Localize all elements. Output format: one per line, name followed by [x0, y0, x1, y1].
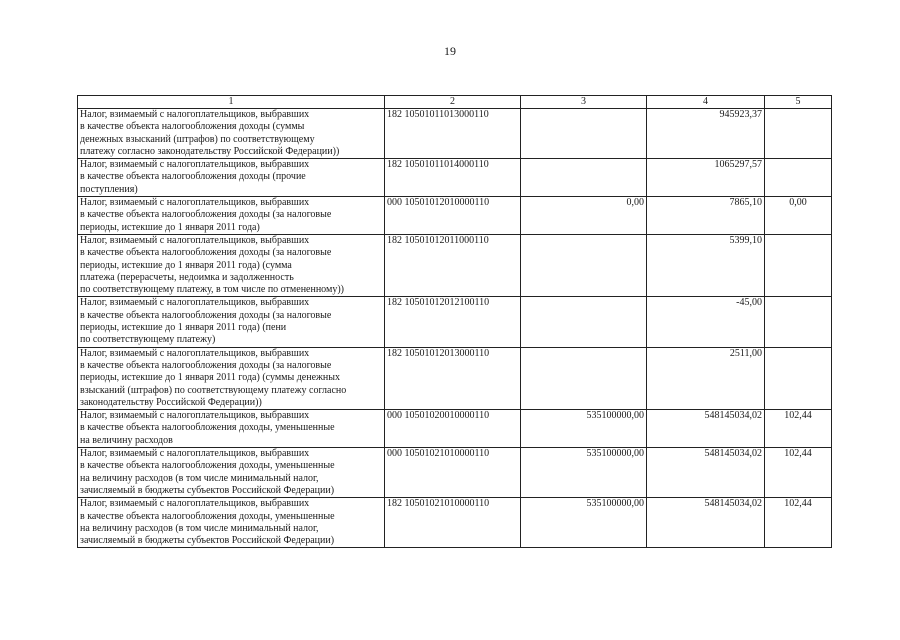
- row-name-line: зачисляемый в бюджеты субъектов Российской Федерации): [80, 484, 335, 496]
- row-name-line: Налог, взимаемый с налогоплательщиков, выбравших: [80, 297, 310, 309]
- row-fact-value: 548145034,02: [647, 410, 765, 448]
- table-row: [78, 448, 832, 498]
- column-header-1: 1: [78, 96, 385, 109]
- row-name-line: платежу согласно законодательству Российской Федерации)): [80, 145, 340, 157]
- row-percent-value: [765, 234, 832, 296]
- row-plan-value: 0,00: [521, 197, 647, 235]
- table-row: [78, 498, 832, 548]
- row-name-line: в качестве объекта налогообложения доходы, уменьшенные: [80, 460, 335, 472]
- row-name-line: в качестве объекта налогообложения доходы (за налоговые: [80, 359, 332, 371]
- row-name-line: законодательству Российской Федерации)): [80, 396, 262, 408]
- table-row: [78, 109, 832, 159]
- row-name-line: зачисляемый в бюджеты субъектов Российской Федерации): [80, 535, 335, 547]
- row-fact-value: -45,00: [647, 297, 765, 347]
- row-name-line: на величину расходов (в том числе минимальный налог,: [80, 472, 319, 484]
- row-name-line: по соответствующему платежу, в том числе по отмененному)): [80, 284, 344, 296]
- table-row: [78, 410, 832, 448]
- row-name-line: в качестве объекта налогообложения доходы (суммы: [80, 121, 305, 133]
- row-code: 182 10501011014000110: [385, 159, 521, 197]
- row-name-line: периоды, истекшие до 1 января 2011 года): [80, 221, 260, 233]
- row-plan-value: [521, 159, 647, 197]
- table-row: [78, 197, 832, 235]
- row-name-line: периоды, истекшие до 1 января 2011 года) (пени: [80, 322, 287, 334]
- row-name: [78, 234, 385, 296]
- row-percent-value: [765, 159, 832, 197]
- row-code: 000 10501012010000110: [385, 197, 521, 235]
- row-code: 000 10501021010000110: [385, 448, 521, 498]
- row-name-line: в качестве объекта налогообложения доходы (прочие: [80, 171, 306, 183]
- row-plan-value: [521, 109, 647, 159]
- row-name: [78, 297, 385, 347]
- table-body: [78, 109, 832, 548]
- row-percent-value: 102,44: [765, 448, 832, 498]
- row-fact-value: 2511,00: [647, 347, 765, 409]
- row-code: 182 10501011013000110: [385, 109, 521, 159]
- row-plan-value: [521, 347, 647, 409]
- row-name-line: платежа (перерасчеты, недоимка и задолженность: [80, 271, 294, 283]
- row-percent-value: [765, 297, 832, 347]
- row-name-line: взысканий (штрафов) по соответствующему платежу согласно: [80, 384, 347, 396]
- row-name-line: Налог, взимаемый с налогоплательщиков, выбравших: [80, 347, 310, 359]
- row-plan-value: 535100000,00: [521, 448, 647, 498]
- column-header-5: 5: [765, 96, 832, 109]
- row-name-line: по соответствующему платежу): [80, 334, 216, 346]
- row-code: 000 10501020010000110: [385, 410, 521, 448]
- row-name-line: Налог, взимаемый с налогоплательщиков, выбравших: [80, 410, 310, 422]
- row-name-line: в качестве объекта налогообложения доходы, уменьшенные: [80, 510, 335, 522]
- row-name-line: поступления): [80, 183, 138, 195]
- row-code: 182 10501021010000110: [385, 498, 521, 548]
- row-name-line: на величину расходов (в том числе минимальный налог,: [80, 522, 319, 534]
- row-code: 182 10501012012100110: [385, 297, 521, 347]
- row-fact-value: 5399,10: [647, 234, 765, 296]
- row-name: [78, 109, 385, 159]
- row-name-line: на величину расходов: [80, 434, 173, 446]
- row-fact-value: 945923,37: [647, 109, 765, 159]
- row-name: [78, 410, 385, 448]
- row-name-line: денежных взысканий (штрафов) по соответствующему: [80, 133, 315, 145]
- row-name: [78, 498, 385, 548]
- row-name: [78, 347, 385, 409]
- row-name-line: в качестве объекта налогообложения доходы (за налоговые: [80, 247, 332, 259]
- row-percent-value: 0,00: [765, 197, 832, 235]
- table-row: [78, 297, 832, 347]
- row-percent-value: [765, 109, 832, 159]
- row-name-line: Налог, взимаемый с налогоплательщиков, выбравших: [80, 234, 310, 246]
- row-plan-value: 535100000,00: [521, 498, 647, 548]
- table-row: [78, 159, 832, 197]
- row-name-line: в качестве объекта налогообложения доходы (за налоговые: [80, 209, 332, 221]
- row-name-line: в качестве объекта налогообложения доходы, уменьшенные: [80, 422, 335, 434]
- page-number: 19: [444, 44, 456, 58]
- row-code: 182 10501012013000110: [385, 347, 521, 409]
- row-name: [78, 159, 385, 197]
- row-percent-value: 102,44: [765, 498, 832, 548]
- row-name-line: Налог, взимаемый с налогоплательщиков, выбравших: [80, 109, 310, 120]
- column-header-3: 3: [521, 96, 647, 109]
- row-plan-value: [521, 234, 647, 296]
- column-header-4: 4: [647, 96, 765, 109]
- table-header-row: [78, 96, 832, 109]
- row-code: 182 10501012011000110: [385, 234, 521, 296]
- revenue-table: [77, 95, 832, 548]
- column-header-2: 2: [385, 96, 521, 109]
- row-name: [78, 197, 385, 235]
- row-name-line: периоды, истекшие до 1 января 2011 года) (сумма: [80, 259, 292, 271]
- row-name-line: Налог, взимаемый с налогоплательщиков, выбравших: [80, 159, 310, 171]
- row-name: [78, 448, 385, 498]
- row-fact-value: 548145034,02: [647, 448, 765, 498]
- row-name-line: Налог, взимаемый с налогоплательщиков, выбравших: [80, 197, 310, 209]
- table-row: [78, 347, 832, 409]
- row-name-line: Налог, взимаемый с налогоплательщиков, выбравших: [80, 498, 310, 510]
- row-fact-value: 548145034,02: [647, 498, 765, 548]
- row-percent-value: [765, 347, 832, 409]
- row-fact-value: 7865,10: [647, 197, 765, 235]
- table-row: [78, 234, 832, 296]
- row-plan-value: [521, 297, 647, 347]
- row-name-line: периоды, истекшие до 1 января 2011 года) (суммы денежных: [80, 372, 340, 384]
- row-percent-value: 102,44: [765, 410, 832, 448]
- row-name-line: в качестве объекта налогообложения доходы (за налоговые: [80, 309, 332, 321]
- row-fact-value: 1065297,57: [647, 159, 765, 197]
- row-plan-value: 535100000,00: [521, 410, 647, 448]
- row-name-line: Налог, взимаемый с налогоплательщиков, выбравших: [80, 448, 310, 460]
